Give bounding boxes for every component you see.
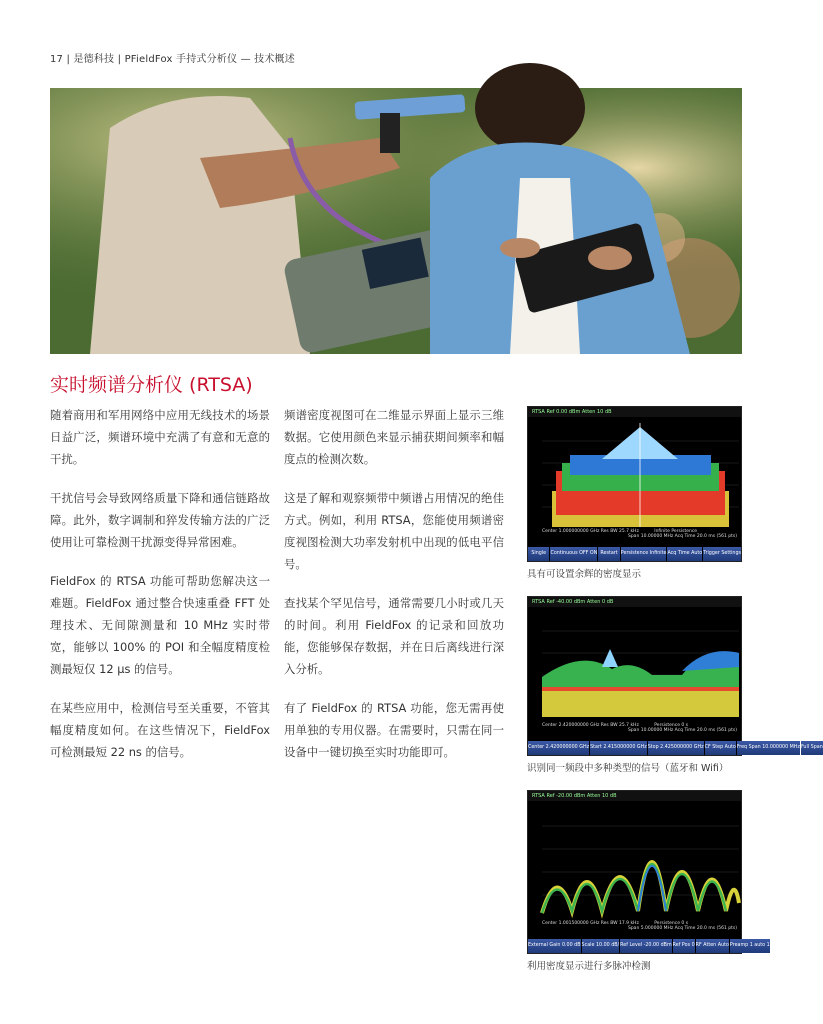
screen-top-label: RTSA Ref 0.00 dBm Atten 10 dB (528, 407, 741, 417)
softkey-bar (528, 939, 770, 953)
softkey: Persistence Infinite (621, 547, 667, 561)
instrument-screen (527, 406, 742, 562)
info-mid: Infinite Persistence (654, 529, 698, 534)
paragraph: 这是了解和观察频带中频谱占用情况的绝佳方式。例如，利用 RTSA，您能使用频谱密度视图检测大功率发射机中出现的低电平信号。 (284, 491, 504, 571)
screen-info (542, 529, 737, 539)
softkey-bar (528, 741, 823, 755)
section-title: 实时频谱分析仪 (RTSA) (50, 374, 253, 396)
figure-caption: 识别同一频段中多种类型的信号（蓝牙和 Wifi） (527, 763, 729, 774)
paragraph: 频谱密度视图可在二维显示界面上显示三维数据。它使用颜色来显示捕获期间频率和幅度点的检测次数。 (284, 408, 504, 466)
screen-info (542, 921, 737, 931)
figure-caption: 具有可设置余辉的密度显示 (527, 569, 642, 580)
density-plot (542, 609, 739, 721)
screen-top-label: RTSA Ref -40.00 dBm Atten 0 dB (528, 597, 741, 607)
density-plot (542, 419, 739, 529)
page-header: 17 | 是德科技 | PFieldFox 手持式分析仪 — 技术概述 (50, 54, 295, 65)
info-right: Span 10.00000 MHz Acq Time 20.0 ms (561 pts) (627, 728, 737, 733)
info-left: Center 1.001500000 GHz Res BW 17.9 kHz (542, 921, 639, 926)
softkey: Freq Span 10.000000 MHz (737, 741, 800, 755)
figure-multi-pulse (527, 790, 770, 972)
softkey-bar (528, 547, 741, 561)
hero-photo-illustration (50, 88, 742, 354)
softkey: Scale 10.00 dB/ (582, 939, 620, 953)
hero-photo (50, 88, 742, 354)
paragraph: 随着商用和军用网络中应用无线技术的场景日益广泛，频谱环境中充满了有意和无意的干扰。 (50, 408, 270, 466)
info-right: Span 10.00000 MHz Acq Time 20.0 ms (561 pts) (627, 534, 737, 539)
paragraph: 查找某个罕见信号，通常需要几小时或几天的时间。利用 FieldFox 的记录和回放功能，您能够保存数据，并在日后离线进行深入分析。 (284, 596, 504, 676)
text-column-left (50, 404, 270, 780)
paragraph: 有了 FieldFox 的 RTSA 功能，您无需再使用单独的专用仪器。在需要时，只需在同一设备中一键切换至实时功能即可。 (284, 701, 504, 759)
softkey: Acq Time Auto (667, 547, 702, 561)
softkey: Stop 2.425000000 GHz (648, 741, 704, 755)
info-left: Center 2.420000000 GHz Res BW 25.7 kHz (542, 723, 639, 728)
softkey: Continuous OFF ON (550, 547, 597, 561)
softkey: Preamp 1 auto 1 (730, 939, 770, 953)
paragraph: FieldFox 的 RTSA 功能可帮助您解决这一难题。FieldFox 通过整合快速重叠 FFT 处理技术、无间隙测量和 10 MHz 实时带宽，能够以 100% 的 POI 和全幅度精度检测最短仅 12 μs 的信号。 (50, 574, 270, 676)
screen-top-label: RTSA Ref -20.00 dBm Atten 10 dB (528, 791, 741, 801)
instrument-screen (527, 596, 823, 756)
info-mid: Persistence 0 s (654, 723, 689, 728)
info-right: Span 5.000000 MHz Acq Time 20.0 ms (561 pts) (627, 926, 737, 931)
softkey: Full Span (801, 741, 823, 755)
softkey: Ref Pos 0 (673, 939, 695, 953)
screen-info (542, 723, 737, 733)
softkey: Start 2.415000000 GHz (590, 741, 647, 755)
figure-bluetooth-wifi (527, 596, 823, 774)
softkey: RF Atten Auto (696, 939, 729, 953)
info-left: Center 1.000000000 GHz Res BW 25.7 kHz (542, 529, 639, 534)
softkey: External Gain 0.00 dB (528, 939, 581, 953)
softkey: Single (528, 547, 549, 561)
softkey: Center 2.420000000 GHz (528, 741, 589, 755)
text-column-middle (284, 404, 504, 780)
figure-density-persistence (527, 406, 742, 580)
softkey: CF Step Auto (705, 741, 736, 755)
softkey: Trigger Settings (703, 547, 741, 561)
paragraph: 干扰信号会导致网络质量下降和通信链路故障。此外，数字调制和猝发传输方法的广泛使用让可靠检测干扰源变得异常困难。 (50, 491, 270, 549)
density-plot (542, 803, 739, 919)
info-mid: Persistence 0 s (654, 921, 689, 926)
softkey: Restart (598, 547, 619, 561)
figure-caption: 利用密度显示进行多脉冲检测 (527, 961, 651, 972)
softkey: Ref Level -20.00 dBm (620, 939, 671, 953)
paragraph: 在某些应用中，检测信号至关重要，不管其幅度精度如何。在这些情况下，FieldFox 可检测最短 22 ns 的信号。 (50, 701, 270, 759)
instrument-screen (527, 790, 770, 954)
